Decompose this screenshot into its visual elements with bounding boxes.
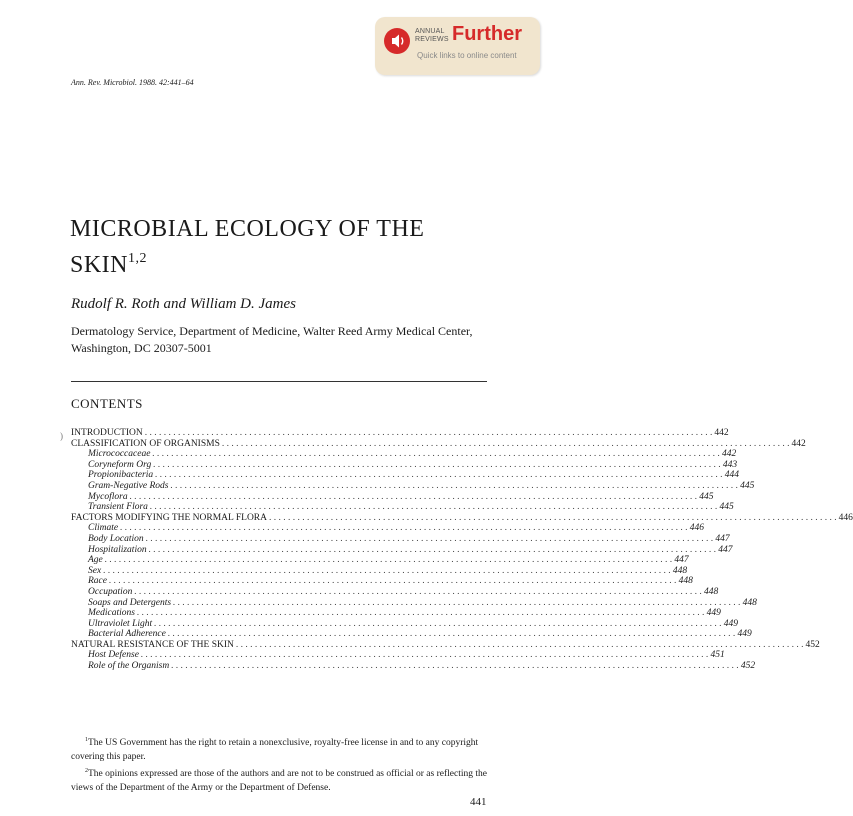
toc-entry-page: 452: [805, 639, 820, 650]
toc-entry-page: 452: [740, 661, 756, 672]
toc-leader-dots: . . . . . . . . . . . . . . . . . . . . . . . . . . . . . . . . . . . . . . . . . . . . . . . . . . . . . . . . . . . . . . . . . . . . . . . . . . . . . . . . . . . . . . . . . . . . . . . . . . . . . . . . . . . . . . . . . . . . . . . .: [221, 438, 790, 449]
toc-entry: [71, 639, 820, 651]
toc-leader-dots: . . . . . . . . . . . . . . . . . . . . . . . . . . . . . . . . . . . . . . . . . . . . . . . . . . . . . . . . . . . . . . . . . . . . . . . . . . . . . . . . . . . . . . . . . . . . . . . . . . . . . . . . . . . . . . . . . . . . . . . .: [140, 650, 709, 661]
affiliation: Dermatology Service, Department of Medicine, Walter Reed Army Medical Center, Washington, DC 20307-5001: [71, 324, 473, 355]
quick-links-subtitle[interactable]: Quick links to online content: [417, 51, 517, 60]
toc-entry: [71, 608, 721, 619]
toc-entry: [71, 428, 729, 439]
toc-entry: [71, 523, 704, 534]
divider-rule: [71, 381, 487, 382]
toc-entry-page: 447: [715, 533, 730, 544]
toc-entry-page: 442: [791, 438, 806, 449]
toc-entry-page: 444: [724, 470, 739, 481]
toc-entry-label: Ultraviolet Light: [88, 618, 153, 629]
toc-entry: [71, 555, 689, 566]
toc-entry: [71, 618, 738, 630]
page-number: 441: [470, 796, 487, 808]
toc-leader-dots: . . . . . . . . . . . . . . . . . . . . . . . . . . . . . . . . . . . . . . . . . . . . . . . . . . . . . . . . . . . . . . . . . . . . . . . . . . . . . . . . . . . . . . . . . . . . . . . . . . . . . . . . . . . . . . . . . . . . . . . .: [269, 512, 837, 523]
footnote-text: The US Government has the right to retain a nonexclusive, royalty-free license in and to any copyright covering this paper.: [71, 738, 479, 762]
toc-entry-page: 448: [742, 597, 757, 608]
toc-entry-page: 445: [699, 491, 714, 502]
brand-line-1: ANNUAL: [415, 28, 445, 35]
toc-entry-label: Race: [88, 576, 107, 587]
toc-entry: [71, 512, 853, 524]
toc-entry: [71, 449, 737, 460]
toc-entry-page: 449: [706, 608, 721, 619]
toc-entry-page: 442: [722, 449, 737, 460]
toc-entry-page: 448: [672, 565, 688, 576]
footnote-mark: 1: [85, 737, 88, 743]
toc-leader-dots: . . . . . . . . . . . . . . . . . . . . . . . . . . . . . . . . . . . . . . . . . . . . . . . . . . . . . . . . . . . . . . . . . . . . . . . . . . . . . . . . . . . . . . . . . . . . . . . . . . . . . . . . . . . . . . . . . . . . . . . .: [235, 639, 804, 650]
footnote: [71, 764, 489, 795]
toc-entry-label: Occupation: [88, 586, 133, 597]
contents-heading: CONTENTS: [71, 396, 143, 411]
toc-leader-dots: . . . . . . . . . . . . . . . . . . . . . . . . . . . . . . . . . . . . . . . . . . . . . . . . . . . . . . . . . . . . . . . . . . . . . . . . . . . . . . . . . . . . . . . . . . . . . . . . . . . . . . . . . . . . . . . . . . . . . . . .: [145, 533, 714, 544]
footnote-mark: 2: [85, 768, 88, 774]
toc-entry-page: 451: [710, 650, 725, 661]
toc-entry-page: 447: [674, 555, 689, 566]
toc-entry: [71, 565, 688, 577]
toc-leader-dots: . . . . . . . . . . . . . . . . . . . . . . . . . . . . . . . . . . . . . . . . . . . . . . . . . . . . . . . . . . . . . . . . . . . . . . . . . . . . . . . . . . . . . . . . . . . . . . . . . . . . . . . . . . . . . . . . . . . . . . . .: [120, 523, 688, 534]
toc-entry-page: 448: [703, 586, 719, 597]
toc-entry-page: 449: [737, 629, 752, 640]
toc-entry-label: Medications: [88, 608, 135, 619]
toc-entry-label: Transient Flora: [88, 502, 148, 513]
toc-leader-dots: . . . . . . . . . . . . . . . . . . . . . . . . . . . . . . . . . . . . . . . . . . . . . . . . . . . . . . . . . . . . . . . . . . . . . . . . . . . . . . . . . . . . . . . . . . . . . . . . . . . . . . . . . . . . . . . . . . . . . . . .: [155, 470, 723, 481]
toc-entry-label: Bacterial Adherence: [88, 629, 166, 640]
toc-leader-dots: . . . . . . . . . . . . . . . . . . . . . . . . . . . . . . . . . . . . . . . . . . . . . . . . . . . . . . . . . . . . . . . . . . . . . . . . . . . . . . . . . . . . . . . . . . . . . . . . . . . . . . . . . . . . . . . . . . . . . . . .: [149, 502, 718, 513]
table-of-contents: [71, 428, 853, 672]
toc-leader-dots: . . . . . . . . . . . . . . . . . . . . . . . . . . . . . . . . . . . . . . . . . . . . . . . . . . . . . . . . . . . . . . . . . . . . . . . . . . . . . . . . . . . . . . . . . . . . . . . . . . . . . . . . . . . . . . . . . . . . . . . .: [103, 565, 671, 576]
toc-entry-label: INTRODUCTION: [71, 428, 143, 438]
toc-entry-label: Body Location: [88, 533, 144, 544]
toc-entry-page: 447: [718, 544, 733, 555]
toc-leader-dots: . . . . . . . . . . . . . . . . . . . . . . . . . . . . . . . . . . . . . . . . . . . . . . . . . . . . . . . . . . . . . . . . . . . . . . . . . . . . . . . . . . . . . . . . . . . . . . . . . . . . . . . . . . . . . . . . . . . . . . . .: [170, 480, 739, 491]
toc-entry-page: 445: [719, 502, 734, 513]
title-footnote-marks: 1,2: [128, 251, 148, 266]
toc-entry-page: 449: [723, 618, 738, 629]
footnote: [71, 733, 489, 764]
toc-entry-page: 446: [838, 512, 853, 523]
toc-entry-label: Mycoflora: [88, 491, 128, 502]
footnote-text: The opinions expressed are those of the authors and are not to be construed as official or as reflecting the views of the Department of the Army or the Department of Defense.: [71, 769, 487, 793]
article-title: [70, 214, 424, 280]
toc-entry: [71, 459, 738, 471]
toc-leader-dots: . . . . . . . . . . . . . . . . . . . . . . . . . . . . . . . . . . . . . . . . . . . . . . . . . . . . . . . . . . . . . . . . . . . . . . . . . . . . . . . . . . . . . . . . . . . . . . . . . . . . . . . . . . . . . . . . . . . . . . . .: [109, 576, 677, 587]
further-label[interactable]: Further: [452, 23, 522, 45]
toc-leader-dots: . . . . . . . . . . . . . . . . . . . . . . . . . . . . . . . . . . . . . . . . . . . . . . . . . . . . . . . . . . . . . . . . . . . . . . . . . . . . . . . . . . . . . . . . . . . . . . . . . . . . . . . . . . . . . . . . . . . . . . . .: [153, 459, 721, 470]
toc-entry: [71, 470, 739, 481]
toc-entry-label: Host Defense: [88, 650, 139, 661]
toc-entry-label: Age: [88, 555, 103, 566]
toc-entry: [71, 533, 730, 545]
toc-leader-dots: . . . . . . . . . . . . . . . . . . . . . . . . . . . . . . . . . . . . . . . . . . . . . . . . . . . . . . . . . . . . . . . . . . . . . . . . . . . . . . . . . . . . . . . . . . . . . . . . . . . . . . . . . . . . . . . . . . . . . . . .: [129, 491, 698, 502]
toc-entry-label: Micrococcaceae: [88, 449, 151, 460]
toc-entry-label: Propionibacteria: [88, 470, 154, 481]
toc-entry-label: Role of the Organism: [88, 661, 170, 672]
margin-mark: ): [60, 431, 63, 441]
journal-reference: Ann. Rev. Microbiol. 1988. 42:441–64: [71, 78, 194, 87]
annual-reviews-further-banner[interactable]: [375, 17, 540, 75]
toc-leader-dots: . . . . . . . . . . . . . . . . . . . . . . . . . . . . . . . . . . . . . . . . . . . . . . . . . . . . . . . . . . . . . . . . . . . . . . . . . . . . . . . . . . . . . . . . . . . . . . . . . . . . . . . . . . . . . . . . . . . . . . . .: [144, 428, 713, 438]
toc-entry: [71, 438, 806, 450]
toc-entry-label: Hospitalization: [88, 544, 147, 555]
toc-entry-label: Climate: [88, 523, 119, 534]
toc-entry-label: NATURAL RESISTANCE OF THE SKIN: [71, 639, 234, 650]
toc-entry: [71, 480, 755, 492]
toc-entry-label: Coryneform Org: [88, 459, 152, 470]
speaker-icon[interactable]: [384, 28, 410, 54]
toc-leader-dots: . . . . . . . . . . . . . . . . . . . . . . . . . . . . . . . . . . . . . . . . . . . . . . . . . . . . . . . . . . . . . . . . . . . . . . . . . . . . . . . . . . . . . . . . . . . . . . . . . . . . . . . . . . . . . . . . . . . . . . . .: [104, 555, 673, 566]
title-line-1: MICROBIAL ECOLOGY OF THE: [70, 216, 425, 242]
toc-entry: [71, 576, 693, 587]
toc-entry: [71, 661, 756, 672]
annual-reviews-logo-text: [415, 28, 455, 44]
toc-entry-label: Sex: [88, 565, 102, 576]
toc-leader-dots: . . . . . . . . . . . . . . . . . . . . . . . . . . . . . . . . . . . . . . . . . . . . . . . . . . . . . . . . . . . . . . . . . . . . . . . . . . . . . . . . . . . . . . . . . . . . . . . . . . . . . . . . . . . . . . . . . . . . . . . .: [148, 544, 717, 555]
toc-entry-page: 445: [740, 480, 755, 491]
brand-line-2: REVIEWS: [415, 36, 449, 43]
footnotes: [71, 733, 489, 795]
toc-entry: [71, 491, 714, 503]
toc-entry: [71, 650, 725, 661]
toc-leader-dots: . . . . . . . . . . . . . . . . . . . . . . . . . . . . . . . . . . . . . . . . . . . . . . . . . . . . . . . . . . . . . . . . . . . . . . . . . . . . . . . . . . . . . . . . . . . . . . . . . . . . . . . . . . . . . . . . . . . . . . . .: [152, 449, 721, 460]
toc-entry-page: 443: [722, 459, 738, 470]
toc-entry: [71, 502, 734, 513]
toc-entry-page: 442: [714, 428, 729, 438]
toc-entry-label: Gram-Negative Rods: [88, 480, 169, 491]
toc-leader-dots: . . . . . . . . . . . . . . . . . . . . . . . . . . . . . . . . . . . . . . . . . . . . . . . . . . . . . . . . . . . . . . . . . . . . . . . . . . . . . . . . . . . . . . . . . . . . . . . . . . . . . . . . . . . . . . . . . . . . . . . .: [171, 661, 739, 672]
authors: Rudolf R. Roth and William D. James: [71, 296, 296, 312]
toc-entry: [71, 586, 719, 598]
toc-leader-dots: . . . . . . . . . . . . . . . . . . . . . . . . . . . . . . . . . . . . . . . . . . . . . . . . . . . . . . . . . . . . . . . . . . . . . . . . . . . . . . . . . . . . . . . . . . . . . . . . . . . . . . . . . . . . . . . . . . . . . . . .: [134, 586, 702, 597]
toc-leader-dots: . . . . . . . . . . . . . . . . . . . . . . . . . . . . . . . . . . . . . . . . . . . . . . . . . . . . . . . . . . . . . . . . . . . . . . . . . . . . . . . . . . . . . . . . . . . . . . . . . . . . . . . . . . . . . . . . . . . . . . . .: [173, 597, 741, 608]
toc-entry: [71, 544, 733, 556]
toc-leader-dots: . . . . . . . . . . . . . . . . . . . . . . . . . . . . . . . . . . . . . . . . . . . . . . . . . . . . . . . . . . . . . . . . . . . . . . . . . . . . . . . . . . . . . . . . . . . . . . . . . . . . . . . . . . . . . . . . . . . . . . . .: [167, 629, 736, 640]
toc-entry-page: 448: [678, 576, 693, 587]
toc-leader-dots: . . . . . . . . . . . . . . . . . . . . . . . . . . . . . . . . . . . . . . . . . . . . . . . . . . . . . . . . . . . . . . . . . . . . . . . . . . . . . . . . . . . . . . . . . . . . . . . . . . . . . . . . . . . . . . . . . . . . . . . .: [136, 608, 705, 619]
toc-entry-label: FACTORS MODIFYING THE NORMAL FLORA: [71, 512, 268, 523]
toc-entry: [71, 597, 757, 609]
toc-entry-label: Soaps and Detergents: [88, 597, 172, 608]
toc-entry-label: CLASSIFICATION OF ORGANISMS: [71, 438, 220, 449]
toc-entry: [71, 629, 752, 640]
title-line-2: SKIN: [70, 252, 129, 278]
toc-entry-page: 446: [689, 523, 704, 534]
toc-leader-dots: . . . . . . . . . . . . . . . . . . . . . . . . . . . . . . . . . . . . . . . . . . . . . . . . . . . . . . . . . . . . . . . . . . . . . . . . . . . . . . . . . . . . . . . . . . . . . . . . . . . . . . . . . . . . . . . . . . . . . . . .: [154, 618, 722, 629]
